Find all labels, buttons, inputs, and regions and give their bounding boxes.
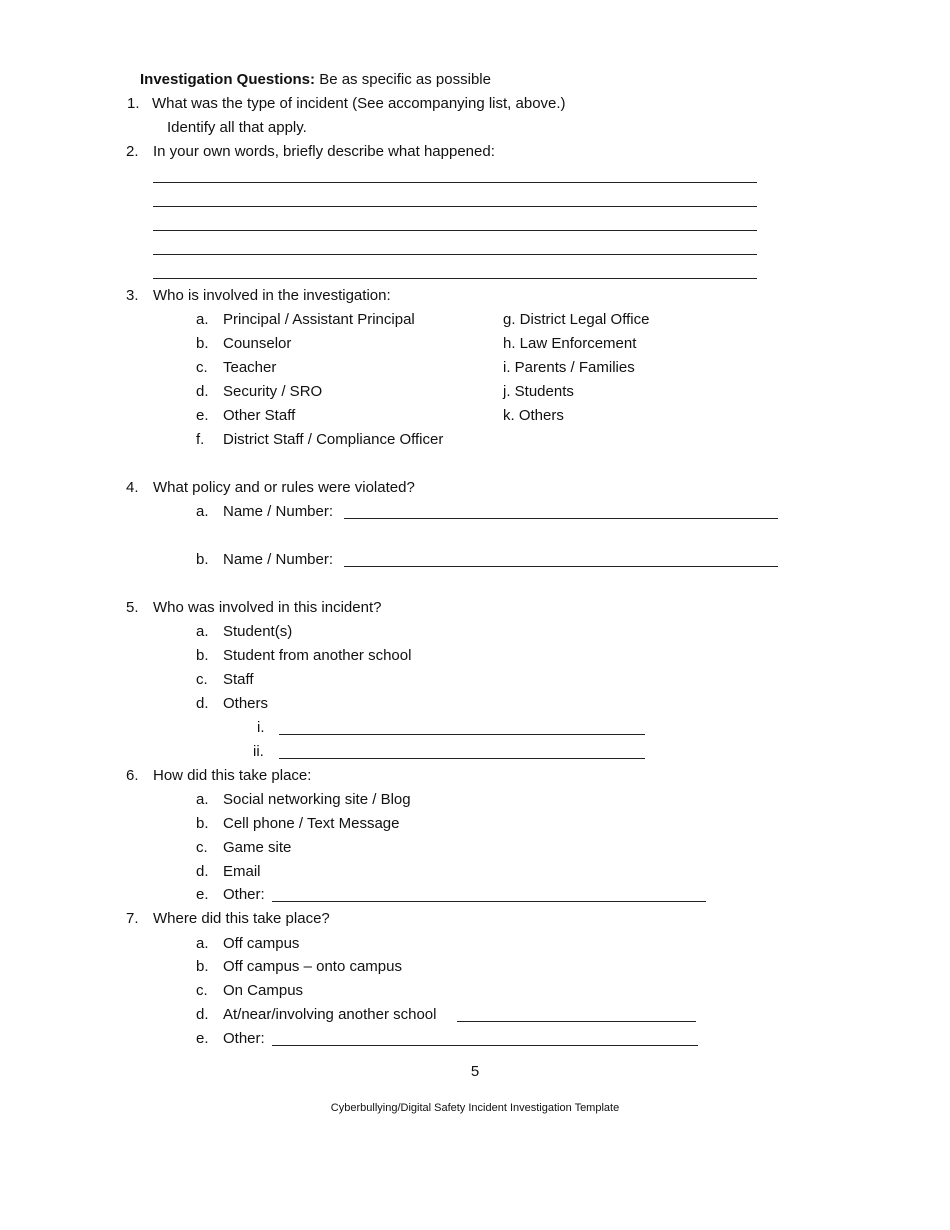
q5-text: Who was involved in this incident? <box>153 599 382 616</box>
q3-marker: a. <box>196 311 209 328</box>
q6-marker: d. <box>196 863 209 880</box>
q6-option: Email <box>223 863 261 880</box>
q3-option-right: i. Parents / Families <box>503 359 635 376</box>
q6-marker: a. <box>196 791 209 808</box>
q3-marker: e. <box>196 407 209 424</box>
q5-number: 5. <box>126 599 139 616</box>
section-subtitle: Be as specific as possible <box>319 71 491 88</box>
q7-marker: d. <box>196 1006 209 1023</box>
answer-line[interactable] <box>153 206 757 207</box>
q5-marker: b. <box>196 647 209 664</box>
q3-marker: c. <box>196 359 208 376</box>
q4-marker: a. <box>196 503 209 520</box>
q7-option: Off campus <box>223 935 300 952</box>
q3-option: Security / SRO <box>223 383 323 400</box>
q1-number: 1. <box>127 95 140 112</box>
q3-option: Other Staff <box>223 407 296 424</box>
other-location-line[interactable] <box>272 1045 698 1046</box>
answer-line[interactable] <box>153 182 757 183</box>
footer-caption: Cyberbullying/Digital Safety Incident Investigation Template <box>330 1102 620 1114</box>
q4-field-label: Name / Number: <box>223 551 334 568</box>
q3-option: Counselor <box>223 335 292 352</box>
others-line[interactable] <box>279 734 645 735</box>
q6-option: Cell phone / Text Message <box>223 815 400 832</box>
q7-option: On Campus <box>223 982 304 999</box>
section-title: Investigation Questions: <box>140 71 316 88</box>
q2-number: 2. <box>126 143 139 160</box>
q3-option: District Staff / Compliance Officer <box>223 431 444 448</box>
other-school-line[interactable] <box>457 1021 696 1022</box>
q5-option: Student from another school <box>223 647 412 664</box>
q7-option: Off campus – onto campus <box>223 958 402 975</box>
q2-text: In your own words, briefly describe what happened: <box>153 143 495 160</box>
q3-option: Teacher <box>223 359 277 376</box>
q5-roman-marker: ii. <box>253 743 264 760</box>
q4-marker: b. <box>196 551 209 568</box>
section-heading <box>140 70 491 90</box>
q5-marker: a. <box>196 623 209 640</box>
q1-text: What was the type of incident (See accompanying list, above.) <box>152 95 566 112</box>
answer-line[interactable] <box>153 278 757 279</box>
q7-marker: b. <box>196 958 209 975</box>
q3-marker: d. <box>196 383 209 400</box>
q5-option: Others <box>223 695 269 712</box>
policy-name-line[interactable] <box>344 566 778 567</box>
q7-marker: a. <box>196 935 209 952</box>
q1-subtext: Identify all that apply. <box>167 119 307 136</box>
q6-option: Social networking site / Blog <box>223 791 411 808</box>
q7-option: Other: <box>223 1030 265 1047</box>
q3-option-right: h. Law Enforcement <box>503 335 637 352</box>
q6-option: Game site <box>223 839 292 856</box>
q3-marker: f. <box>196 431 205 448</box>
q3-text: Who is involved in the investigation: <box>153 287 391 304</box>
q6-marker: e. <box>196 886 209 903</box>
page-number: 5 <box>470 1063 480 1080</box>
q5-option: Staff <box>223 671 254 688</box>
q4-text: What policy and or rules were violated? <box>153 479 415 496</box>
q4-number: 4. <box>126 479 139 496</box>
policy-name-line[interactable] <box>344 518 778 519</box>
q5-option: Student(s) <box>223 623 293 640</box>
q3-marker: b. <box>196 335 209 352</box>
q3-option-right: k. Others <box>503 407 564 424</box>
q7-option: At/near/involving another school <box>223 1006 437 1023</box>
answer-line[interactable] <box>153 230 757 231</box>
q3-option: Principal / Assistant Principal <box>223 311 415 328</box>
q7-number: 7. <box>126 910 139 927</box>
q4-field-label: Name / Number: <box>223 503 334 520</box>
q3-number: 3. <box>126 287 139 304</box>
q7-text: Where did this take place? <box>153 910 330 927</box>
q7-marker: e. <box>196 1030 209 1047</box>
q6-text: How did this take place: <box>153 767 312 784</box>
q3-option-right: g. District Legal Office <box>503 311 650 328</box>
q7-marker: c. <box>196 982 208 999</box>
answer-line[interactable] <box>153 254 757 255</box>
q6-marker: b. <box>196 815 209 832</box>
q5-marker: d. <box>196 695 209 712</box>
q6-marker: c. <box>196 839 208 856</box>
others-line[interactable] <box>279 758 645 759</box>
q5-roman-marker: i. <box>257 719 265 736</box>
other-method-line[interactable] <box>272 901 706 902</box>
q5-marker: c. <box>196 671 208 688</box>
q3-option-right: j. Students <box>503 383 574 400</box>
q6-number: 6. <box>126 767 139 784</box>
q6-option: Other: <box>223 886 265 903</box>
